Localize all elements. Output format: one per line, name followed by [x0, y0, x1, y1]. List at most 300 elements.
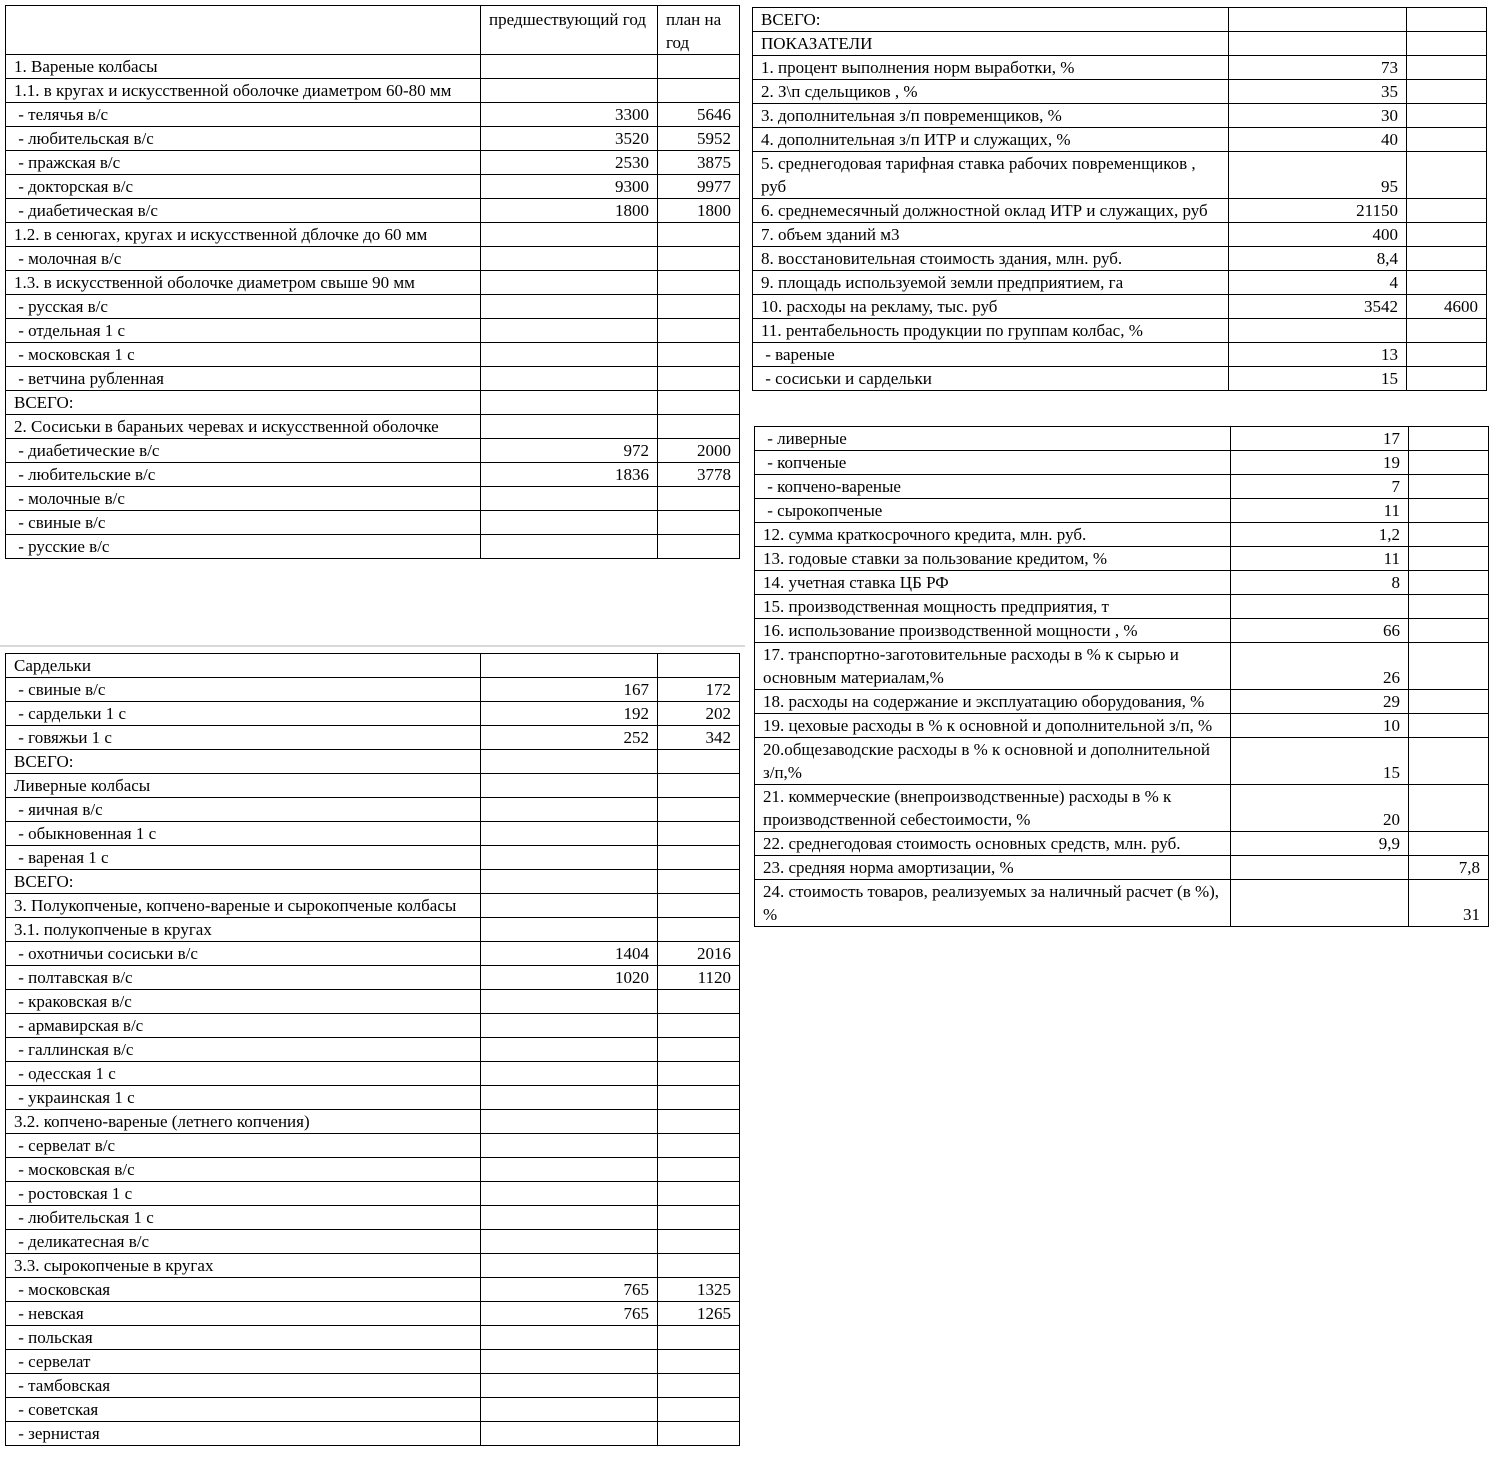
row-label: - копчено-вареные — [755, 475, 1231, 499]
plan-value — [658, 894, 740, 918]
prev-year-value — [481, 415, 658, 439]
row-label: 14. учетная ставка ЦБ РФ — [755, 571, 1231, 595]
table-row — [6, 702, 740, 726]
prev-year-value — [481, 1206, 658, 1230]
prev-year-value — [481, 1398, 658, 1422]
table-row — [6, 918, 740, 942]
prev-year-value — [481, 511, 658, 535]
plan-value — [658, 1374, 740, 1398]
table-row — [6, 774, 740, 798]
row-label: Сардельки — [6, 654, 481, 678]
plan-value — [658, 1350, 740, 1374]
plan-value — [1409, 427, 1489, 451]
prev-year-value: 1,2 — [1231, 523, 1409, 547]
plan-value — [1409, 714, 1489, 738]
prev-year-value — [481, 319, 658, 343]
table-row — [755, 523, 1489, 547]
plan-value — [658, 295, 740, 319]
prev-year-value — [481, 870, 658, 894]
prev-year-value — [481, 1350, 658, 1374]
table-row — [6, 1038, 740, 1062]
row-label: - деликатесная в/с — [6, 1230, 481, 1254]
table-row — [6, 1422, 740, 1446]
row-label: 6. среднемесячный должностной оклад ИТР и служащих, руб — [753, 199, 1229, 223]
table-row — [6, 1110, 740, 1134]
table-row — [6, 127, 740, 151]
table-row — [6, 439, 740, 463]
row-label: - любительские в/с — [6, 463, 481, 487]
prev-year-value — [481, 846, 658, 870]
row-label: 1. процент выполнения норм выработки, % — [753, 56, 1229, 80]
plan-value: 1120 — [658, 966, 740, 990]
plan-value — [658, 822, 740, 846]
row-label: - вареная 1 с — [6, 846, 481, 870]
row-label: - тамбовская — [6, 1374, 481, 1398]
plan-value — [1409, 547, 1489, 571]
plan-value — [658, 1326, 740, 1350]
plan-value — [1407, 128, 1487, 152]
prev-year-value: 8,4 — [1229, 247, 1407, 271]
table-row — [755, 714, 1489, 738]
row-label: - русская в/с — [6, 295, 481, 319]
indicators-table-part1 — [752, 7, 1487, 391]
table-row — [755, 547, 1489, 571]
table-row — [753, 247, 1487, 271]
table-row — [755, 475, 1489, 499]
plan-value — [1407, 199, 1487, 223]
row-label: 20.общезаводские расходы в % к основной и дополнительной з/п,% — [755, 738, 1231, 785]
table-row — [755, 880, 1489, 927]
table-row — [6, 199, 740, 223]
prev-year-value — [481, 1230, 658, 1254]
prev-year-value: 17 — [1231, 427, 1409, 451]
row-label: - обыкновенная 1 с — [6, 822, 481, 846]
table-row — [6, 1278, 740, 1302]
row-label: - пражская в/с — [6, 151, 481, 175]
table-row — [753, 223, 1487, 247]
table-row — [755, 738, 1489, 785]
table-row — [6, 463, 740, 487]
prev-year-value — [481, 1326, 658, 1350]
plan-value — [658, 367, 740, 391]
row-label: - отдельная 1 с — [6, 319, 481, 343]
row-label: 23. средняя норма амортизации, % — [755, 856, 1231, 880]
row-label: - московская 1 с — [6, 343, 481, 367]
row-label: - одесская 1 с — [6, 1062, 481, 1086]
row-label: - копченые — [755, 451, 1231, 475]
table-row — [753, 367, 1487, 391]
plan-value — [1407, 367, 1487, 391]
row-label: 8. восстановительная стоимость здания, млн. руб. — [753, 247, 1229, 271]
row-label: 11. рентабельность продукции по группам колбас, % — [753, 319, 1229, 343]
prev-year-value — [1229, 32, 1407, 56]
row-label: 16. использование производственной мощности , % — [755, 619, 1231, 643]
table-row — [6, 1350, 740, 1374]
table-row — [6, 798, 740, 822]
row-label: ПОКАЗАТЕЛИ — [753, 32, 1229, 56]
row-label: 3. дополнительная з/п повременщиков, % — [753, 104, 1229, 128]
prev-year-value — [481, 343, 658, 367]
row-label: 18. расходы на содержание и эксплуатацию оборудования, % — [755, 690, 1231, 714]
table-row — [755, 451, 1489, 475]
table-row — [753, 8, 1487, 32]
row-label: - зернистая — [6, 1422, 481, 1446]
prev-year-value — [481, 798, 658, 822]
plan-value — [658, 1086, 740, 1110]
plan-value — [1409, 475, 1489, 499]
plan-value — [658, 1110, 740, 1134]
prev-year-value: 13 — [1229, 343, 1407, 367]
row-label: 3.2. копчено-вареные (летнего копчения) — [6, 1110, 481, 1134]
row-label: - советская — [6, 1398, 481, 1422]
plan-value: 3875 — [658, 151, 740, 175]
prev-year-value — [481, 223, 658, 247]
table-row — [6, 1182, 740, 1206]
row-label: Ливерные колбасы — [6, 774, 481, 798]
table-row — [6, 750, 740, 774]
table-row — [6, 343, 740, 367]
plan-value — [1407, 152, 1487, 199]
row-label: 2. З\п сдельщиков , % — [753, 80, 1229, 104]
table-row — [6, 1062, 740, 1086]
prev-year-value — [481, 654, 658, 678]
prev-year-value — [481, 918, 658, 942]
table-row — [6, 103, 740, 127]
table-row — [755, 643, 1489, 690]
indicators-table-part2 — [754, 426, 1489, 927]
row-label: - говяжьи 1 с — [6, 726, 481, 750]
table-row — [6, 1374, 740, 1398]
row-label: - московская в/с — [6, 1158, 481, 1182]
table-row — [6, 1206, 740, 1230]
table-row — [755, 427, 1489, 451]
table-row — [6, 247, 740, 271]
prev-year-value: 765 — [481, 1302, 658, 1326]
plan-value — [1409, 571, 1489, 595]
row-label: 1. Вареные колбасы — [6, 55, 481, 79]
plan-value: 2016 — [658, 942, 740, 966]
table-row — [6, 846, 740, 870]
prev-year-value — [481, 1374, 658, 1398]
plan-value — [658, 1398, 740, 1422]
plan-value — [658, 918, 740, 942]
prev-year-value: 9300 — [481, 175, 658, 199]
prev-year-value: 252 — [481, 726, 658, 750]
table-row — [753, 104, 1487, 128]
production-table-part1 — [5, 5, 740, 559]
prev-year-value: 3520 — [481, 127, 658, 151]
prev-year-value — [481, 391, 658, 415]
plan-value: 4600 — [1407, 295, 1487, 319]
table-row — [6, 1398, 740, 1422]
prev-year-value — [481, 1086, 658, 1110]
row-label: 3.3. сырокопченые в кругах — [6, 1254, 481, 1278]
plan-value — [658, 846, 740, 870]
plan-value — [1407, 104, 1487, 128]
prev-year-value: 3542 — [1229, 295, 1407, 319]
table-row — [6, 990, 740, 1014]
row-label: 12. сумма краткосрочного кредита, млн. руб. — [755, 523, 1231, 547]
row-label: 1.3. в искусственной оболочке диаметром свыше 90 мм — [6, 271, 481, 295]
row-label: - сервелат — [6, 1350, 481, 1374]
row-label: - сервелат в/с — [6, 1134, 481, 1158]
plan-value — [658, 247, 740, 271]
prev-year-value: 1404 — [481, 942, 658, 966]
row-label: - докторская в/с — [6, 175, 481, 199]
table-row — [753, 32, 1487, 56]
row-label: ВСЕГО: — [6, 870, 481, 894]
prev-year-value: 40 — [1229, 128, 1407, 152]
plan-value: 5646 — [658, 103, 740, 127]
prev-year-value — [481, 295, 658, 319]
table-row — [753, 199, 1487, 223]
prev-year-value: 19 — [1231, 451, 1409, 475]
prev-year-value — [481, 894, 658, 918]
prev-year-value: 11 — [1231, 547, 1409, 571]
table-row — [6, 367, 740, 391]
plan-value — [1409, 499, 1489, 523]
table-row — [6, 487, 740, 511]
plan-value — [658, 1206, 740, 1230]
plan-value: 7,8 — [1409, 856, 1489, 880]
plan-value: 342 — [658, 726, 740, 750]
row-label: 7. объем зданий м3 — [753, 223, 1229, 247]
row-label: - телячья в/с — [6, 103, 481, 127]
production-table-part2 — [5, 653, 740, 1446]
prev-year-value: 1836 — [481, 463, 658, 487]
prev-year-value: 73 — [1229, 56, 1407, 80]
prev-year-value — [481, 247, 658, 271]
prev-year-value — [1231, 856, 1409, 880]
row-label: - ростовская 1 с — [6, 1182, 481, 1206]
prev-year-value — [481, 750, 658, 774]
row-label: 9. площадь используемой земли предприятием, га — [753, 271, 1229, 295]
plan-value — [1407, 223, 1487, 247]
table-row — [755, 499, 1489, 523]
table-row — [6, 1086, 740, 1110]
table-row — [6, 894, 740, 918]
plan-value — [1409, 451, 1489, 475]
plan-value — [658, 1182, 740, 1206]
prev-year-value — [481, 1134, 658, 1158]
prev-year-value — [1229, 8, 1407, 32]
row-label: - краковская в/с — [6, 990, 481, 1014]
plan-value — [658, 1254, 740, 1278]
table-row — [6, 678, 740, 702]
prev-year-value — [481, 1110, 658, 1134]
plan-value — [658, 391, 740, 415]
plan-value — [658, 511, 740, 535]
row-label: 3. Полукопченые, копчено-вареные и сырокопченые колбасы — [6, 894, 481, 918]
plan-value — [1409, 785, 1489, 832]
row-label: - армавирская в/с — [6, 1014, 481, 1038]
prev-year-value — [1229, 319, 1407, 343]
prev-year-value: 29 — [1231, 690, 1409, 714]
table-row — [6, 79, 740, 103]
prev-year-value: 95 — [1229, 152, 1407, 199]
row-label: - диабетическая в/с — [6, 199, 481, 223]
row-label: - охотничьи сосиськи в/с — [6, 942, 481, 966]
prev-year-value: 8 — [1231, 571, 1409, 595]
row-label: - сырокопченые — [755, 499, 1231, 523]
table-row — [753, 271, 1487, 295]
prev-year-value — [481, 1014, 658, 1038]
prev-year-value — [481, 1158, 658, 1182]
row-label: - сардельки 1 с — [6, 702, 481, 726]
prev-year-value: 35 — [1229, 80, 1407, 104]
table-row — [753, 56, 1487, 80]
table-row — [6, 175, 740, 199]
row-label: - невская — [6, 1302, 481, 1326]
prev-year-value — [481, 1182, 658, 1206]
prev-year-value: 66 — [1231, 619, 1409, 643]
table-row — [6, 726, 740, 750]
prev-year-value: 765 — [481, 1278, 658, 1302]
plan-value — [658, 654, 740, 678]
prev-year-value — [481, 822, 658, 846]
header-prev-year: предшествующий год — [481, 6, 658, 55]
table-row — [6, 271, 740, 295]
prev-year-value: 21150 — [1229, 199, 1407, 223]
row-label: - ветчина рубленная — [6, 367, 481, 391]
plan-value — [658, 774, 740, 798]
plan-value — [1407, 247, 1487, 271]
plan-value — [658, 1230, 740, 1254]
prev-year-value — [481, 535, 658, 559]
table-row — [6, 1158, 740, 1182]
table-row — [6, 1302, 740, 1326]
row-label: - русские в/с — [6, 535, 481, 559]
table-row — [755, 619, 1489, 643]
header-label-cell — [6, 6, 481, 55]
prev-year-value: 15 — [1229, 367, 1407, 391]
plan-value — [658, 870, 740, 894]
plan-value — [658, 1422, 740, 1446]
plan-value — [1409, 690, 1489, 714]
table-row — [6, 1326, 740, 1350]
row-label: - полтавская в/с — [6, 966, 481, 990]
table-row — [755, 856, 1489, 880]
row-label: - любительская 1 с — [6, 1206, 481, 1230]
table-row — [755, 571, 1489, 595]
table-row — [6, 654, 740, 678]
prev-year-value — [481, 1254, 658, 1278]
row-label: 10. расходы на рекламу, тыс. руб — [753, 295, 1229, 319]
row-label: 3.1. полукопченые в кругах — [6, 918, 481, 942]
table-row — [755, 785, 1489, 832]
row-label: ВСЕГО: — [753, 8, 1229, 32]
row-label: - яичная в/с — [6, 798, 481, 822]
plan-value — [658, 487, 740, 511]
prev-year-value: 11 — [1231, 499, 1409, 523]
prev-year-value: 9,9 — [1231, 832, 1409, 856]
prev-year-value: 1020 — [481, 966, 658, 990]
table-row — [753, 80, 1487, 104]
prev-year-value: 167 — [481, 678, 658, 702]
plan-value — [658, 750, 740, 774]
plan-value — [658, 1134, 740, 1158]
row-label: - свиные в/с — [6, 678, 481, 702]
header-row — [6, 6, 740, 55]
row-label: 2. Сосиськи в бараньих черевах и искусственной оболочке — [6, 415, 481, 439]
plan-value — [658, 319, 740, 343]
row-label: ВСЕГО: — [6, 391, 481, 415]
prev-year-value: 192 — [481, 702, 658, 726]
table-row — [6, 870, 740, 894]
table-row — [6, 535, 740, 559]
plan-value: 202 — [658, 702, 740, 726]
table-row — [753, 343, 1487, 367]
row-label: 1.2. в сенюгах, кругах и искусственной дблочке до 60 мм — [6, 223, 481, 247]
header-plan: план на год — [658, 6, 740, 55]
plan-value — [658, 535, 740, 559]
plan-value — [1407, 80, 1487, 104]
prev-year-value: 400 — [1229, 223, 1407, 247]
prev-year-value: 3300 — [481, 103, 658, 127]
row-label: 4. дополнительная з/п ИТР и служащих, % — [753, 128, 1229, 152]
row-label: - молочные в/с — [6, 487, 481, 511]
plan-value — [1407, 319, 1487, 343]
table-row — [755, 595, 1489, 619]
prev-year-value — [481, 367, 658, 391]
table-row — [6, 295, 740, 319]
prev-year-value — [481, 487, 658, 511]
prev-year-value: 7 — [1231, 475, 1409, 499]
plan-value: 1265 — [658, 1302, 740, 1326]
plan-value — [1409, 832, 1489, 856]
prev-year-value: 15 — [1231, 738, 1409, 785]
plan-value — [1407, 32, 1487, 56]
table-row — [6, 511, 740, 535]
plan-value — [658, 271, 740, 295]
prev-year-value: 10 — [1231, 714, 1409, 738]
plan-value — [658, 1158, 740, 1182]
plan-value — [658, 415, 740, 439]
table-row — [753, 295, 1487, 319]
table-row — [6, 822, 740, 846]
plan-value — [1409, 523, 1489, 547]
row-label: - свиные в/с — [6, 511, 481, 535]
row-label: - молочная в/с — [6, 247, 481, 271]
row-label: - украинская 1 с — [6, 1086, 481, 1110]
prev-year-value: 2530 — [481, 151, 658, 175]
table-row — [6, 223, 740, 247]
table-row — [6, 1230, 740, 1254]
row-label: - сосиськи и сардельки — [753, 367, 1229, 391]
table-row — [755, 832, 1489, 856]
prev-year-value — [481, 1062, 658, 1086]
table-row — [6, 55, 740, 79]
table-row — [6, 319, 740, 343]
prev-year-value: 4 — [1229, 271, 1407, 295]
prev-year-value — [481, 774, 658, 798]
plan-value — [1409, 738, 1489, 785]
plan-value — [1409, 595, 1489, 619]
plan-value: 1325 — [658, 1278, 740, 1302]
plan-value — [1407, 343, 1487, 367]
prev-year-value — [1231, 595, 1409, 619]
row-label: - московская — [6, 1278, 481, 1302]
plan-value — [1407, 56, 1487, 80]
table-row — [6, 415, 740, 439]
row-label: - польская — [6, 1326, 481, 1350]
plan-value — [658, 1038, 740, 1062]
prev-year-value — [481, 271, 658, 295]
plan-value — [658, 343, 740, 367]
table-row — [6, 391, 740, 415]
row-label: 5. среднегодовая тарифная ставка рабочих повременщиков , руб — [753, 152, 1229, 199]
plan-value — [658, 990, 740, 1014]
